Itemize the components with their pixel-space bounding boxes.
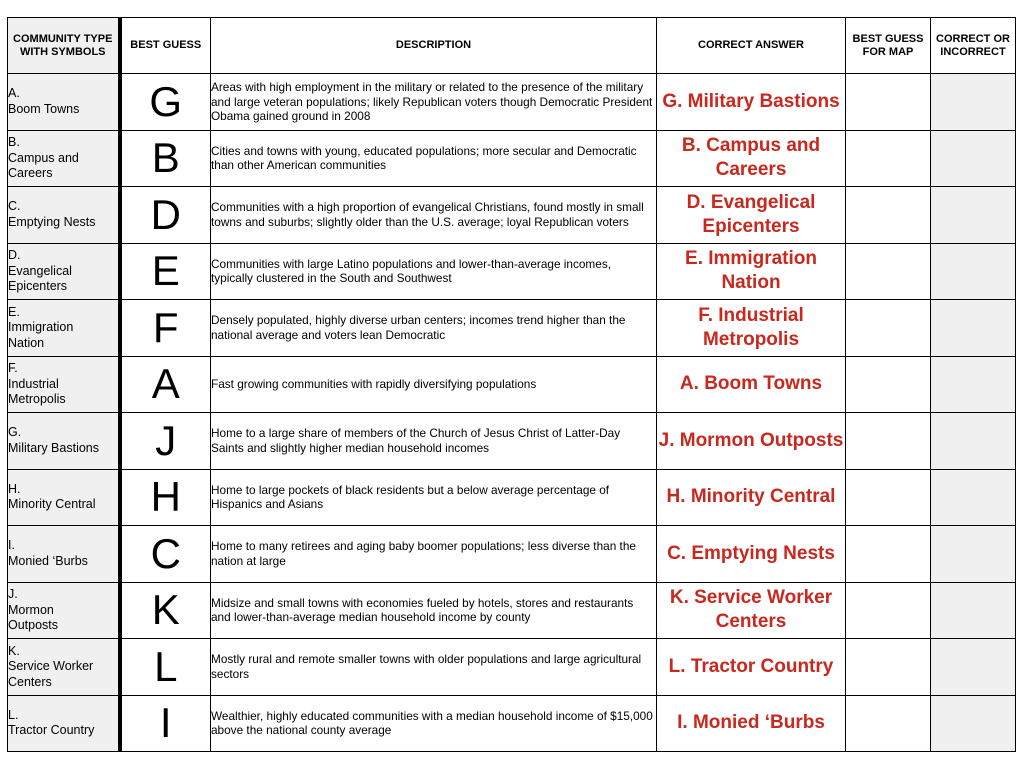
correct-answer-cell: C. Emptying Nests	[657, 526, 846, 583]
description-cell: Areas with high employment in the military or related to the presence of the military and large veteran populations; likely Republican voters though Democratic President Obama gained ground in 2008	[211, 74, 657, 131]
description-cell: Home to many retirees and aging baby boomer populations; less diverse than the nation at large	[211, 526, 657, 583]
community-type-table	[7, 17, 1016, 752]
table-row	[8, 187, 1016, 244]
best-guess-cell: C	[120, 526, 211, 583]
correct-incorrect-cell[interactable]	[931, 356, 1016, 413]
correct-answer-cell: F. Industrial Metropolis	[657, 300, 846, 357]
best-guess-cell: K	[120, 582, 211, 639]
correct-answer-cell: K. Service Worker Centers	[657, 582, 846, 639]
map-guess-cell[interactable]	[846, 639, 931, 696]
map-guess-cell[interactable]	[846, 526, 931, 583]
table-row	[8, 130, 1016, 187]
correct-incorrect-cell[interactable]	[931, 526, 1016, 583]
correct-incorrect-cell[interactable]	[931, 130, 1016, 187]
header-correct-or-incorrect: CORRECT OR INCORRECT	[931, 18, 1016, 74]
correct-incorrect-cell[interactable]	[931, 582, 1016, 639]
description-cell: Home to large pockets of black residents but a below average percentage of Hispanics and Asians	[211, 469, 657, 526]
table-row	[8, 695, 1016, 752]
description-cell: Home to a large share of members of the Church of Jesus Christ of Latter-Day Saints and slightly higher median household incomes	[211, 413, 657, 470]
map-guess-cell[interactable]	[846, 582, 931, 639]
description-cell: Mostly rural and remote smaller towns with older populations and large agricultural sectors	[211, 639, 657, 696]
correct-incorrect-cell[interactable]	[931, 469, 1016, 526]
header-description: DESCRIPTION	[211, 18, 657, 74]
correct-answer-cell: D. Evangelical Epicenters	[657, 187, 846, 244]
community-type-cell: G. Military Bastions	[8, 413, 120, 470]
correct-incorrect-cell[interactable]	[931, 695, 1016, 752]
correct-answer-cell: J. Mormon Outposts	[657, 413, 846, 470]
community-quiz-worksheet	[7, 17, 1016, 752]
correct-incorrect-cell[interactable]	[931, 413, 1016, 470]
community-type-cell: K. Service Worker Centers	[8, 639, 120, 696]
header-community-type: COMMUNITY TYPE WITH SYMBOLS	[8, 18, 120, 74]
table-row	[8, 74, 1016, 131]
best-guess-cell: F	[120, 300, 211, 357]
correct-answer-cell: E. Immigration Nation	[657, 243, 846, 300]
description-cell: Cities and towns with young, educated populations; more secular and Democratic than other American communities	[211, 130, 657, 187]
correct-answer-cell: A. Boom Towns	[657, 356, 846, 413]
community-type-cell: D. Evangelical Epicenters	[8, 243, 120, 300]
map-guess-cell[interactable]	[846, 300, 931, 357]
best-guess-cell: E	[120, 243, 211, 300]
best-guess-cell: D	[120, 187, 211, 244]
best-guess-cell: A	[120, 356, 211, 413]
description-cell: Wealthier, highly educated communities with a median household income of $15,000 above the national county average	[211, 695, 657, 752]
map-guess-cell[interactable]	[846, 469, 931, 526]
best-guess-cell: J	[120, 413, 211, 470]
best-guess-cell: H	[120, 469, 211, 526]
correct-incorrect-cell[interactable]	[931, 74, 1016, 131]
header-best-guess-for-map: BEST GUESS FOR MAP	[846, 18, 931, 74]
header-best-guess: BEST GUESS	[120, 18, 211, 74]
description-cell: Midsize and small towns with economies fueled by hotels, stores and restaurants and lower-than-average median household income by county	[211, 582, 657, 639]
community-type-cell: J. Mormon Outposts	[8, 582, 120, 639]
community-type-cell: E. Immigration Nation	[8, 300, 120, 357]
community-type-cell: B. Campus and Careers	[8, 130, 120, 187]
header-row	[8, 18, 1016, 74]
correct-answer-cell: B. Campus and Careers	[657, 130, 846, 187]
correct-answer-cell: H. Minority Central	[657, 469, 846, 526]
table-row	[8, 469, 1016, 526]
table-row	[8, 300, 1016, 357]
best-guess-cell: I	[120, 695, 211, 752]
description-cell: Communities with large Latino populations and lower-than-average incomes, typically clustered in the South and Southwest	[211, 243, 657, 300]
map-guess-cell[interactable]	[846, 187, 931, 244]
community-type-cell: H. Minority Central	[8, 469, 120, 526]
correct-incorrect-cell[interactable]	[931, 639, 1016, 696]
description-cell: Communities with a high proportion of evangelical Christians, found mostly in small towns and suburbs; slightly older than the U.S. average; loyal Republican voters	[211, 187, 657, 244]
correct-incorrect-cell[interactable]	[931, 243, 1016, 300]
map-guess-cell[interactable]	[846, 413, 931, 470]
table-row	[8, 356, 1016, 413]
correct-answer-cell: G. Military Bastions	[657, 74, 846, 131]
table-row	[8, 243, 1016, 300]
correct-incorrect-cell[interactable]	[931, 187, 1016, 244]
correct-answer-cell: L. Tractor Country	[657, 639, 846, 696]
table-row	[8, 639, 1016, 696]
best-guess-cell: G	[120, 74, 211, 131]
map-guess-cell[interactable]	[846, 695, 931, 752]
table-row	[8, 582, 1016, 639]
header-correct-answer: CORRECT ANSWER	[657, 18, 846, 74]
description-cell: Densely populated, highly diverse urban centers; incomes trend higher than the national average and voters lean Democratic	[211, 300, 657, 357]
best-guess-cell: L	[120, 639, 211, 696]
community-type-cell: A. Boom Towns	[8, 74, 120, 131]
correct-incorrect-cell[interactable]	[931, 300, 1016, 357]
best-guess-cell: B	[120, 130, 211, 187]
table-row	[8, 413, 1016, 470]
map-guess-cell[interactable]	[846, 74, 931, 131]
map-guess-cell[interactable]	[846, 130, 931, 187]
community-type-cell: L. Tractor Country	[8, 695, 120, 752]
community-type-cell: C. Emptying Nests	[8, 187, 120, 244]
table-row	[8, 526, 1016, 583]
map-guess-cell[interactable]	[846, 356, 931, 413]
correct-answer-cell: I. Monied ‘Burbs	[657, 695, 846, 752]
description-cell: Fast growing communities with rapidly diversifying populations	[211, 356, 657, 413]
community-type-cell: I. Monied ‘Burbs	[8, 526, 120, 583]
map-guess-cell[interactable]	[846, 243, 931, 300]
community-type-cell: F. Industrial Metropolis	[8, 356, 120, 413]
